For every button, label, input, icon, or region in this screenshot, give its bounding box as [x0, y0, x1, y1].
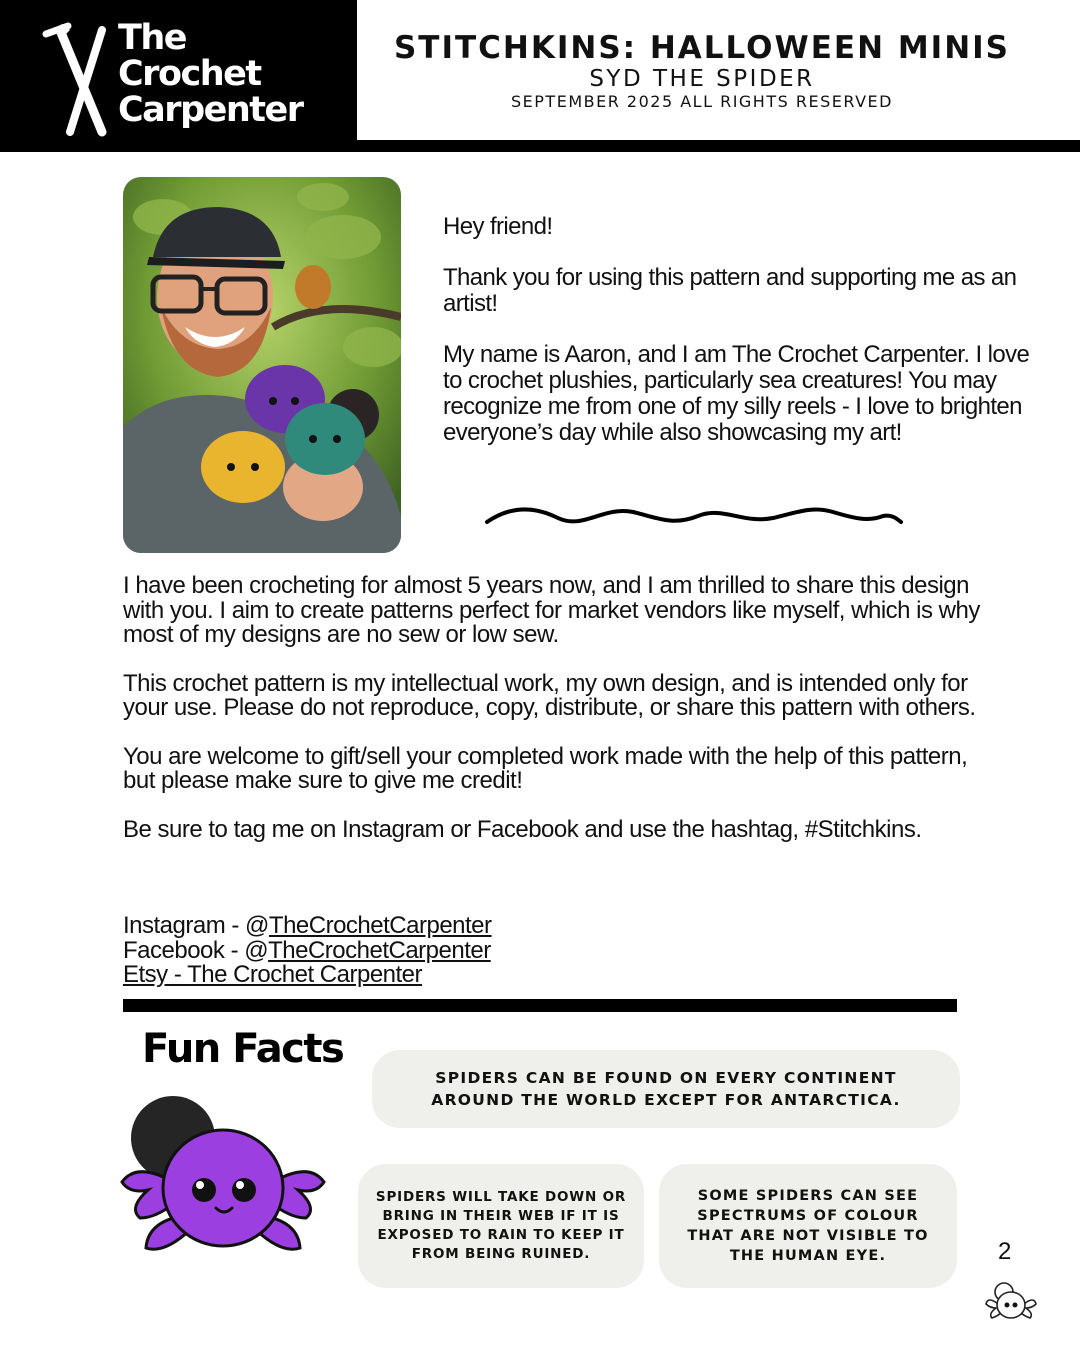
- author-photo: [123, 177, 401, 553]
- instagram-link[interactable]: TheCrochetCarpenter: [268, 912, 492, 939]
- body-paragraph-1: I have been crocheting for almost 5 years now, and I am thrilled to share this design with you. I aim to create patterns perfect for market vendors like myself, which is why most of my designs are no sew or low sew.: [123, 572, 980, 648]
- logo-wordmark: [118, 20, 303, 128]
- fun-fact-text: SPIDERS CAN BE FOUND ON EVERY CONTINENT AROUND THE WORLD EXCEPT FOR ANTARCTICA.: [431, 1069, 901, 1109]
- body-paragraph-3: You are welcome to gift/sell your completed work made with the help of this pattern, but please make sure to give me credit!: [123, 742, 968, 794]
- spider-outline-icon: [984, 1278, 1038, 1324]
- thanks-paragraph: Thank you for using this pattern and supporting me as an artist!: [443, 264, 1017, 317]
- rights-notice: SEPTEMBER 2025 ALL RIGHTS RESERVED: [511, 92, 893, 111]
- hammer-crossed-icon: [40, 20, 120, 138]
- greeting: Hey friend!: [443, 213, 553, 240]
- etsy-line: [123, 963, 492, 988]
- squiggle-divider: [483, 500, 905, 536]
- social-links: [123, 914, 492, 988]
- header-divider: [357, 140, 1080, 152]
- fun-fact-text: SOME SPIDERS CAN SEE SPECTRUMS OF COLOUR THAT ARE NOT VISIBLE TO THE HUMAN EYE.: [687, 1188, 929, 1264]
- about-paragraph: My name is Aaron, and I am The Crochet Carpenter. I love to crochet plushies, particularly sea creatures! You may recognize me from one of my silly reels - I love to brighten everyone’s day while also showcasing my art!: [443, 341, 1030, 446]
- page-title: STITCHKINS: HALLOWEEN MINIS: [393, 30, 1011, 66]
- logo-line-3: Carpenter: [118, 90, 303, 130]
- header-titles: [357, 30, 1047, 112]
- fun-fact-card-1: [372, 1050, 960, 1128]
- body-paragraph-4: Be sure to tag me on Instagram or Facebook and use the hashtag, #Stitchkins.: [123, 815, 922, 843]
- section-divider: [123, 999, 957, 1012]
- page-number: 2: [998, 1238, 1012, 1265]
- spider-icon: [118, 1090, 328, 1260]
- facebook-prefix: Facebook - @: [123, 936, 269, 964]
- instagram-line: [123, 914, 492, 939]
- logo-line-1: The: [118, 18, 187, 58]
- page-subtitle: SYD THE SPIDER: [589, 66, 815, 92]
- logo: [0, 0, 357, 152]
- etsy-link[interactable]: Etsy - The Crochet Carpenter: [123, 961, 423, 988]
- body-paragraph-2: This crochet pattern is my intellectual work, my own design, and is intended only for your use. Please do not reproduce, copy, distribute, or share this pattern with others.: [123, 669, 976, 721]
- facebook-line: [123, 936, 492, 964]
- fun-fact-card-3: [659, 1164, 957, 1288]
- logo-line-2: Crochet: [118, 54, 261, 94]
- body-text: [123, 574, 983, 866]
- instagram-prefix: Instagram - @: [123, 912, 269, 939]
- fun-fact-card-2: [358, 1164, 644, 1288]
- intro-text: [443, 214, 1043, 471]
- fun-facts-title: Fun Facts: [142, 1026, 344, 1072]
- facebook-link[interactable]: TheCrochetCarpenter: [268, 936, 491, 964]
- fun-fact-text: SPIDERS WILL TAKE DOWN OR BRING IN THEIR WEB IF IT IS EXPOSED TO RAIN TO KEEP IT FROM BEING RUINED.: [375, 1189, 627, 1262]
